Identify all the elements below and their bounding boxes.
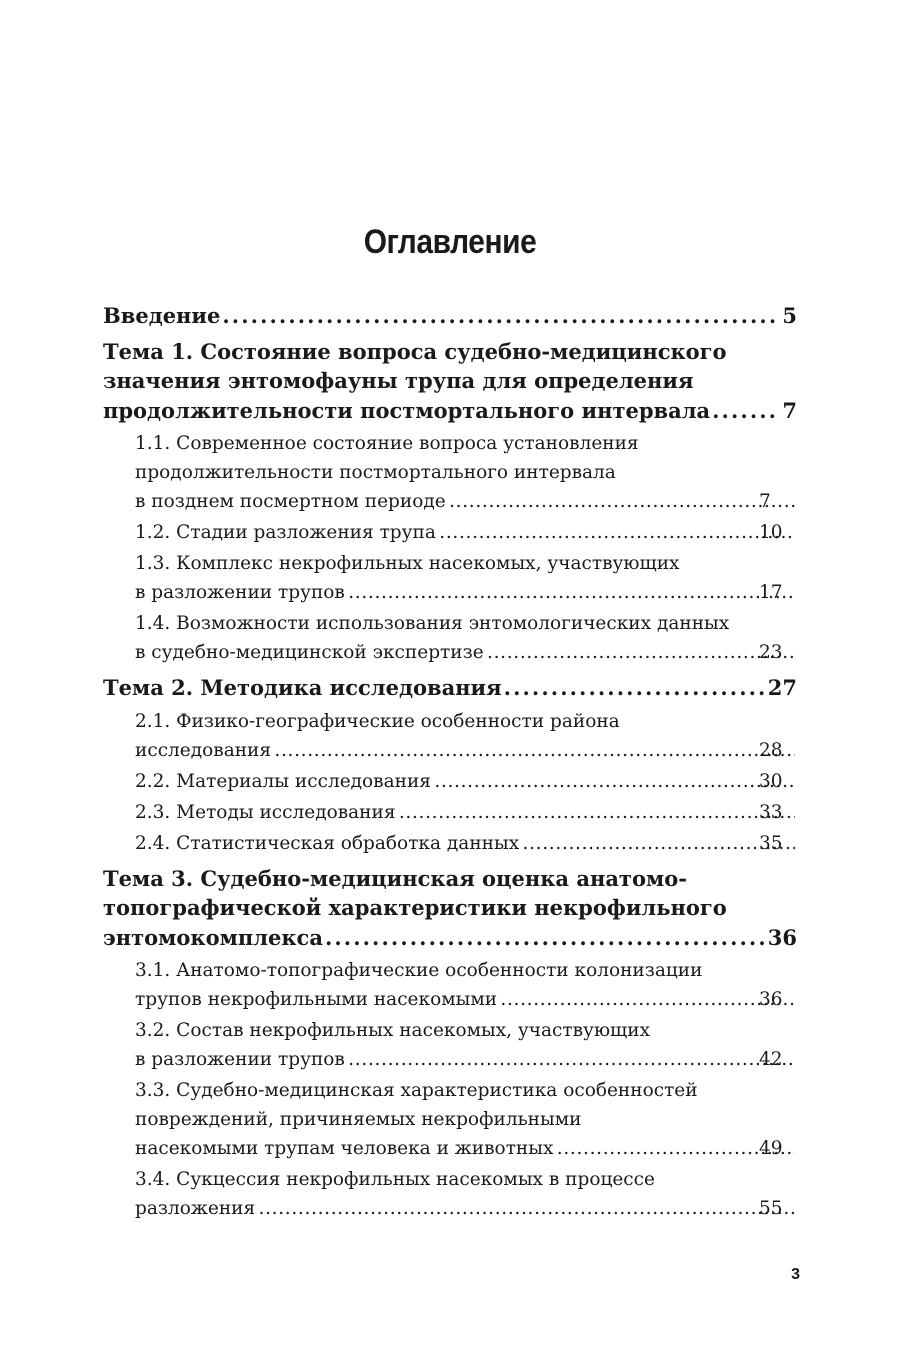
- toc-page-number: 36: [767, 924, 797, 950]
- dot-leader: [347, 578, 795, 607]
- toc-page-number: 5: [782, 303, 797, 328]
- toc-entry-text-line: 3.3. Судебно-медицинская характеристика особенностей: [135, 1080, 698, 1101]
- toc-entry-text: трупов некрофильными насекомыми: [135, 989, 498, 1010]
- toc-section: [103, 301, 797, 331]
- toc-entry-last-line: [103, 673, 797, 703]
- toc-subsection: [103, 1016, 797, 1074]
- toc-subsection: [103, 518, 797, 547]
- toc-entry-text: исследования: [135, 739, 272, 761]
- dot-leader: [521, 829, 795, 858]
- dot-leader: [257, 1194, 795, 1223]
- toc-entry-last-line: насекомыми трупам человека и животных . . . 49: [173, 1134, 797, 1163]
- toc-entry-last-line: 2.4. Статистическая обработка данных . . . 35: [173, 829, 797, 858]
- toc-section: [103, 337, 797, 426]
- toc-entry-last-line: 2.3. Методы исследования . . . 33: [173, 798, 797, 827]
- toc-entry-text-line: 2.1. Физико-географические особенности района: [135, 710, 620, 732]
- toc-subsection: [103, 429, 797, 516]
- toc-entry-text: 2.4. Статистическая обработка данных: [135, 832, 520, 854]
- toc-entry-last-line: в разложении трупов . . . 17: [173, 578, 797, 607]
- toc-entry-last-line: трупов некрофильными насекомыми . . . 36: [173, 985, 797, 1014]
- toc-entry-last-line: в разложении трупов . . . 42: [173, 1045, 797, 1074]
- toc-entry-last-line: разложения . . . 55: [173, 1194, 797, 1223]
- toc-entry-text-line: 1.3. Комплекс некрофильных насекомых, участвующих: [135, 553, 680, 574]
- toc-entry-text: 1.2. Стадии разложения трупа: [135, 522, 436, 543]
- toc-page-number: 7: [782, 397, 797, 423]
- dot-leader: [438, 518, 795, 547]
- page-title: Оглавление: [363, 222, 537, 261]
- dot-leader: [222, 301, 780, 331]
- toc-entry-text: в позднем посмертном периоде: [135, 491, 446, 512]
- dot-leader: [347, 1045, 795, 1074]
- toc-section: [103, 673, 797, 703]
- toc-entry-text-line: Тема 3. Судебно-медицинская оценка анатомо-: [103, 865, 687, 891]
- toc-subsection: [103, 956, 797, 1014]
- toc-entry-last-line: в судебно-медицинской экспертизе . . . 23: [173, 638, 797, 667]
- toc-entry-text: в судебно-медицинской экспертизе: [135, 642, 484, 663]
- toc-entry-text-line: 3.4. Сукцессия некрофильных насекомых в процессе: [135, 1169, 655, 1190]
- toc-entry-text: разложения: [135, 1198, 256, 1219]
- dot-leader: [486, 638, 795, 667]
- toc-entry-text-line: повреждений, причиняемых некрофильными: [135, 1109, 582, 1130]
- dot-leader: [398, 798, 796, 827]
- toc-entry-text: энтомокомплекса: [103, 924, 323, 950]
- toc-entry-text: 2.2. Материалы исследования: [135, 770, 431, 792]
- toc-entry-last-line: исследования . . . 28: [173, 736, 797, 765]
- toc-entry-text: продолжительности постмортального интервала: [103, 397, 711, 423]
- toc-entry-text-line: значения энтомофауны трупа для определения: [103, 368, 694, 393]
- toc-entry-text: в разложении трупов: [135, 582, 345, 603]
- toc-entry-text-line: 3.1. Анатомо-топографические особенности колонизации: [135, 960, 703, 981]
- toc-entry-last-line: в позднем посмертном периоде . . . 7: [173, 487, 797, 516]
- toc-entry-text: Введение: [103, 303, 221, 328]
- toc-entry-text: насекомыми трупам человека и животных: [135, 1138, 554, 1159]
- dot-leader: [499, 985, 795, 1014]
- dot-leader: [712, 396, 780, 426]
- dot-leader: [448, 487, 795, 516]
- toc-section: [103, 864, 797, 953]
- toc-subsection: [103, 798, 797, 827]
- toc-entry-text: 2.3. Методы исследования: [135, 801, 396, 823]
- toc-entry-text-line: Тема 1. Состояние вопроса судебно-медицинского: [103, 338, 727, 364]
- toc-entry-last-line: 1.2. Стадии разложения трупа . . . 10: [173, 518, 797, 547]
- toc-entry-text-line: 3.2. Состав некрофильных насекомых, участвующих: [135, 1020, 651, 1041]
- toc-entry-text-line: топографической характеристики некрофильного: [103, 895, 727, 920]
- table-of-contents: [103, 301, 797, 1223]
- toc-entry-text-line: 1.4. Возможности использования энтомологических данных: [135, 613, 730, 634]
- dot-leader: [433, 767, 795, 796]
- toc-subsection: [103, 1076, 797, 1163]
- toc-subsection: [103, 707, 797, 765]
- toc-entry-text-line: продолжительности постмортального интервала: [135, 462, 616, 483]
- toc-entry-last-line: 2.2. Материалы исследования . . . 30: [173, 767, 797, 796]
- toc-subsection: [103, 609, 797, 667]
- toc-entry-last-line: [103, 923, 797, 953]
- dot-leader: [504, 673, 766, 703]
- dot-leader: [325, 923, 766, 953]
- toc-subsection: [103, 829, 797, 858]
- toc-subsection: [103, 1165, 797, 1223]
- toc-subsection: [103, 767, 797, 796]
- toc-entry-last-line: [103, 396, 797, 426]
- toc-entry-text: Тема 2. Методика исследования: [103, 675, 502, 700]
- dot-leader: [273, 736, 795, 765]
- toc-entry-last-line: [103, 301, 797, 331]
- toc-entry-text: в разложении трупов: [135, 1049, 345, 1070]
- page-number: 3: [791, 1266, 800, 1283]
- toc-subsection: [103, 549, 797, 607]
- toc-page-number: 27: [767, 675, 797, 700]
- toc-entry-text-line: 1.1. Современное состояние вопроса установления: [135, 433, 639, 454]
